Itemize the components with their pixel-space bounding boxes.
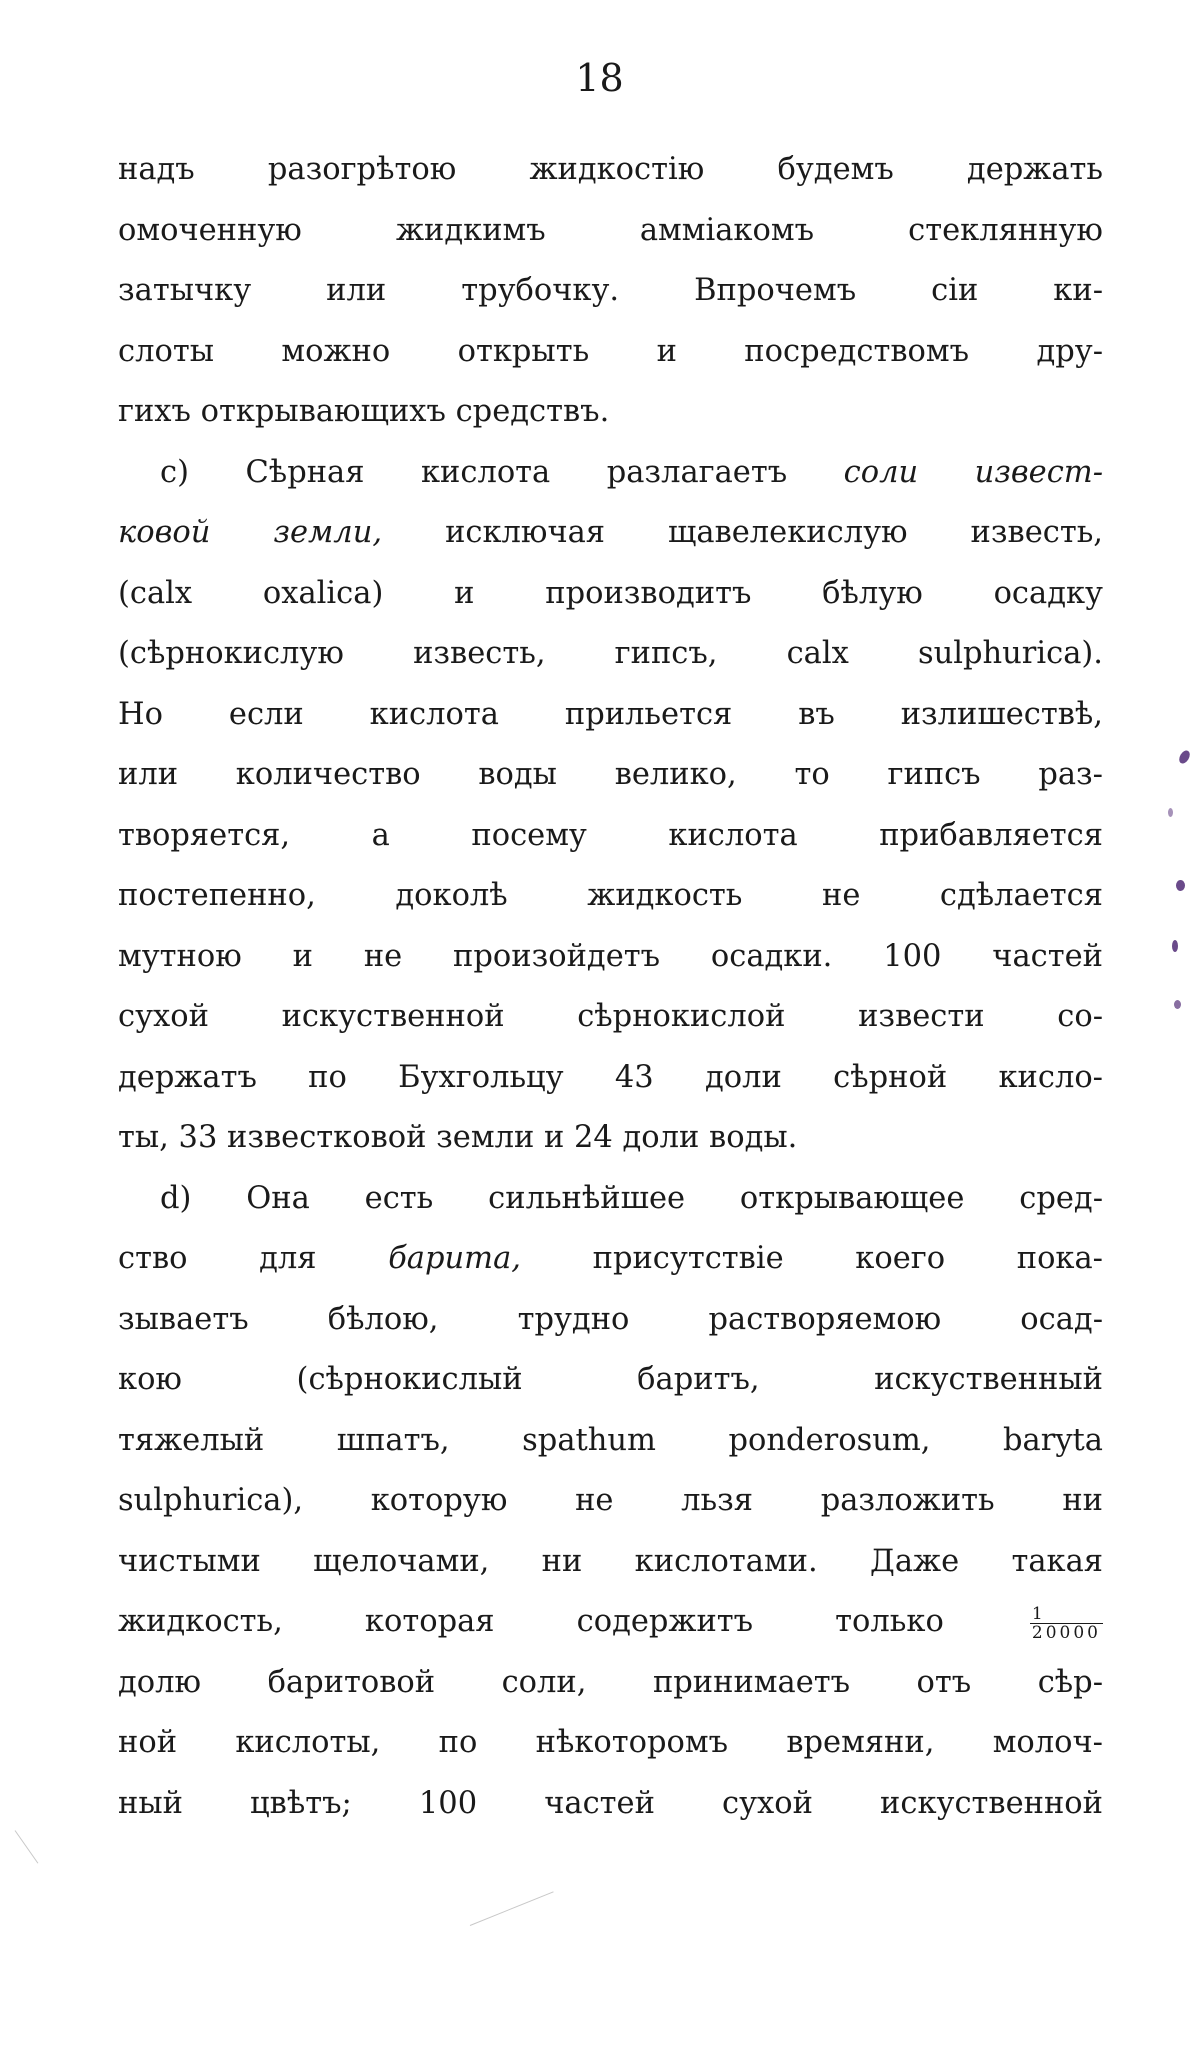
paragraph-d-first-line: d) Она есть сильнѣйшее открывающее сред- xyxy=(160,1180,1103,1216)
ink-mark xyxy=(1177,749,1192,766)
text-line: sulphurica), которую не льзя разложить ни xyxy=(118,1483,1103,1518)
fraction-numerator: 1 xyxy=(1030,1605,1103,1624)
text-line: ты, 33 известковой земли и 24 доли воды. xyxy=(118,1120,798,1155)
text-line: мутною и не произойдетъ осадки. 100 частей xyxy=(118,938,1103,974)
text-line: (calx oxalica) и производитъ бѣлую осадку xyxy=(118,575,1103,611)
ink-mark xyxy=(1172,940,1178,952)
text-line: гихъ открывающихъ средствъ. xyxy=(118,394,610,429)
text-line: слоты можно открыть и посредствомъ дру- xyxy=(118,333,1103,369)
text-line: ный цвѣтъ; 100 частей сухой искуственной xyxy=(118,1785,1103,1821)
italic-term: барита, xyxy=(388,1241,521,1276)
text-line: сухой искуственной сѣрнокислой извести со- xyxy=(118,999,1103,1034)
text-line: творяется, а посему кислота прибавляется xyxy=(118,817,1103,853)
page-number: 18 xyxy=(575,56,624,100)
fraction-denominator: 20000 xyxy=(1031,1622,1101,1643)
italic-term: соли извест- xyxy=(843,454,1104,490)
text-line: зываетъ бѣлою, трудно растворяемою осад- xyxy=(118,1301,1103,1337)
text-line: ной кислоты, по нѣкоторомъ времяни, молоч- xyxy=(118,1725,1103,1760)
text-line: кою (сѣрнокислый баритъ, искуственный xyxy=(118,1362,1103,1397)
text-line: (сѣрнокислую известь, гипсъ, calx sulphurica). xyxy=(118,636,1103,671)
paragraph-c-first-line: c) Сѣрная кислота разлагаетъ соли извест- xyxy=(160,454,1104,490)
ink-mark xyxy=(1174,1000,1181,1009)
text-line: или количество воды велико, то гипсъ раз- xyxy=(118,757,1103,792)
paper-scuff xyxy=(470,1891,554,1926)
text-line: чистыми щелочами, ни кислотами. Даже такая xyxy=(118,1543,1103,1579)
text-line: затычку или трубочку. Впрочемъ сіи ки- xyxy=(118,273,1103,308)
text-line: Но если кислота прильется въ излишествѣ, xyxy=(118,696,1103,732)
text-line: тяжелый шпатъ, spathum ponderosum, baryta xyxy=(118,1422,1103,1458)
text-line: держатъ по Бухгольцу 43 доли сѣрной кисло- xyxy=(118,1059,1103,1095)
text-line: долю баритовой соли, принимаетъ отъ сѣр- xyxy=(118,1664,1103,1700)
text-line: жидкость, которая содержитъ только $\frac{1}{20000}$ xyxy=(118,1603,1101,1643)
text-line: омоченную жидкимъ амміакомъ стеклянную xyxy=(118,212,1103,248)
text-line: ковой земли, исключая щавелекислую известь, xyxy=(118,515,1104,550)
ink-mark xyxy=(1176,880,1185,891)
text-line: ство для барита, присутствіе коего пока- xyxy=(118,1241,1103,1276)
body-text xyxy=(118,140,1103,1834)
text-line: постепенно, доколѣ жидкость не сдѣлается xyxy=(118,878,1103,913)
paper-scuff xyxy=(15,1830,39,1863)
ink-mark xyxy=(1168,808,1173,817)
italic-term: ковой земли, xyxy=(118,515,383,550)
fraction xyxy=(1030,1605,1103,1642)
text-line: надъ разогрѣтою жидкостію будемъ держать xyxy=(118,152,1103,187)
